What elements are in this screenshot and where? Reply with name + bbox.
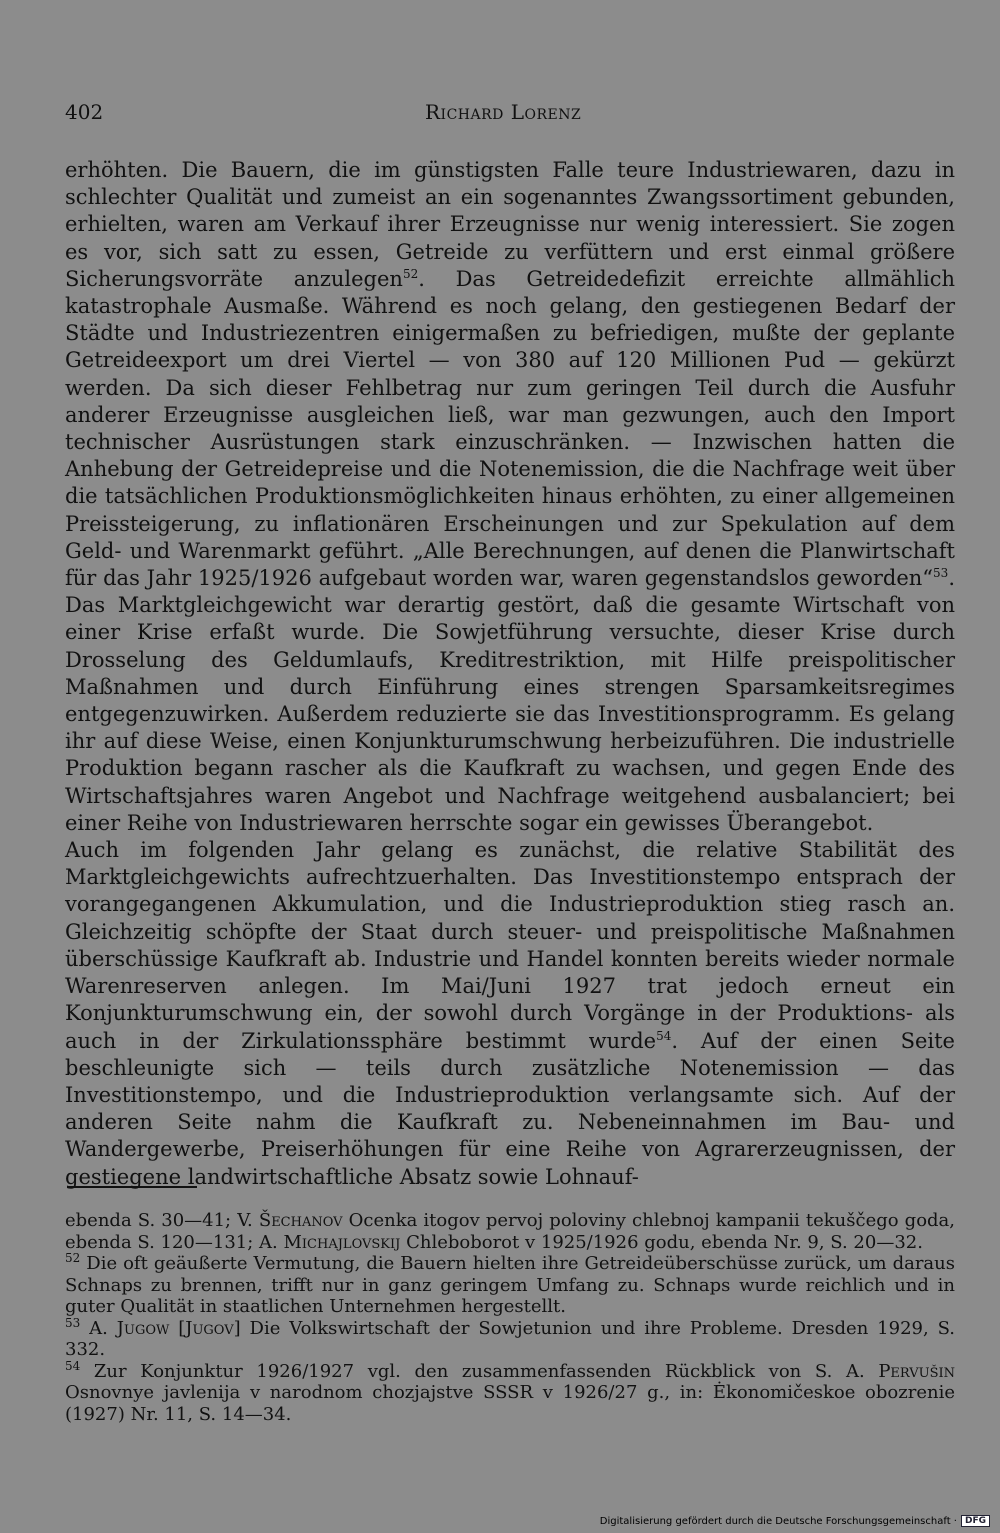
text-run: ] Die Volkswirtschaft der Sowjetunion und ihre Probleme. Dresden 1929, S. 332. [65, 1317, 955, 1360]
dfg-notice-text: Digitalisierung gefördert durch die Deutsche Forschungsgemeinschaft · [599, 1515, 957, 1527]
page-number: 402 [65, 100, 104, 124]
footnote-number: 54 [65, 1358, 81, 1373]
footnote-ref[interactable]: 52 [402, 266, 419, 281]
digitization-notice [600, 1515, 990, 1527]
text-run: Chleboborot v 1925/1926 godu, ebenda Nr. 9, S. 20—32. [400, 1231, 923, 1253]
footnote-continuation [65, 1210, 955, 1253]
paragraph [65, 157, 955, 837]
author-name: Pervušin [878, 1360, 955, 1382]
page-header [65, 100, 955, 134]
author-name: Michajlovskij [283, 1231, 401, 1253]
footnote-ref[interactable]: 53 [933, 566, 949, 581]
text-run: . Auf der einen Seite beschleunigte sich — teils durch zusätzliche Notenemission — das Investitionstempo, und die Industrieproduktion verlangsamte sich. Auf der anderen Seite nahm die Kaufkraft zu. Nebeneinnahmen im Bau- und Wandergewerbe, Preiserhöhungen für eine Reihe von Agrarerzeugnissen, der gestiegene landwirtschaftliche Absatz sowie Lohnauf- [65, 1028, 955, 1189]
footnote-number: 53 [65, 1315, 81, 1330]
footnote-52 [65, 1253, 955, 1318]
footnote-divider [67, 1186, 197, 1188]
dfg-logo: DFG [961, 1515, 990, 1527]
body-text [65, 157, 955, 1191]
author-name: Jugow [116, 1317, 170, 1339]
text-run: Zur Konjunktur 1926/1927 vgl. den zusammenfassenden Rückblick von S. A. [80, 1360, 879, 1382]
running-head: Richard Lorenz [425, 100, 582, 124]
text-run: ebenda S. 30—41; V. [65, 1210, 259, 1231]
text-run: erhöhten. Die Bauern, die im günstigsten Falle teure Industriewaren, dazu in schlechter Qualität und zumeist an ein sogenanntes Zwangssortiment gebunden, erhielten, waren am Verkauf ihrer Erzeugnisse nur wenig interessiert. Sie zogen es vor, sich satt zu essen, Getreide zu verfüttern und erst einmal größere Sicherungsvorräte anzulegen [65, 158, 955, 291]
paragraph [65, 837, 955, 1191]
text-run: . Das Marktgleichgewicht war derartig gestört, daß die gesamte Wirtschaft von einer Krise erfaßt wurde. Die Sowjetführung versuchte, dieser Krise durch Drosselung des Geldumlaufs, Kreditrestriktion, mit Hilfe preispolitischer Maßnahmen und durch Einführung eines strengen Sparsamkeitsregimes entgegenzuwirken. Außerdem reduzierte sie das Investitionsprogramm. Es gelang ihr auf diese Weise, einen Konjunkturumschwung herbeizuführen. Die industrielle Produktion begann rascher als die Kaufkraft zu wachsen, und gegen Ende des Wirtschaftsjahres waren Angebot und Nachfrage weitgehend ausbalanciert; bei einer Reihe von Industriewaren herrschte sogar ein gewisses Überangebot. [65, 566, 955, 835]
author-name: Jugov [185, 1317, 234, 1339]
text-run: Die oft geäußerte Vermutung, die Bauern hielten ihre Getreideüberschüsse zurück, um daraus Schnaps zu brennen, trifft nur in ganz geringem Umfang zu. Schnaps wurde reichlich und in guter Qualität in staatlichen Unternehmen hergestellt. [65, 1253, 955, 1317]
text-run: . Das Getreidedefizit erreichte allmählich katastrophale Ausmaße. Während es noch gelang, den gestiegenen Bedarf der Städte und Industriezentren einigermaßen zu befriedigen, mußte der geplante Getreideexport um drei Viertel — von 380 auf 120 Millionen Pud — gekürzt werden. Da sich dieser Fehlbetrag nur zum geringen Teil durch die Ausfuhr anderer Erzeugnisse ausgleichen ließ, war man gezwungen, auch den Import technischer Ausrüstungen stark einzuschränken. — Inzwischen hatten die Anhebung der Getreidepreise und die Notenemission, die die Nachfrage weit über die tatsächlichen Produktionsmöglichkeiten hinaus erhöhten, zu einer allgemeinen Preissteigerung, zu inflationären Erscheinungen und zur Spekulation auf dem Geld- und Warenmarkt geführt. „Alle Berechnungen, auf denen die Planwirtschaft für das Jahr 1925/1926 aufgebaut worden war, waren gegenstandslos geworden“ [65, 266, 955, 591]
text-run: Auch im folgenden Jahr gelang es zunächst, die relative Stabilität des Marktgleichgewichts aufrechtzuerhalten. Das Investitionstempo entsprach der vorangegangenen Akkumulation, und die Industrieproduktion stieg rasch an. Gleichzeitig schöpfte der Staat durch steuer- und preispolitische Maßnahmen überschüssige Kaufkraft ab. Industrie und Handel konnten bereits wieder normale Warenreserven anlegen. Im Mai/Juni 1927 trat jedoch erneut ein Konjunkturumschwung ein, der sowohl durch Vorgänge in der Produktions- als auch in der Zirkulationssphäre bestimmt wurde [65, 838, 955, 1053]
text-run: Ocenka itogov pervoj poloviny chlebnoj kampanii tekuščego goda, ebenda S. 120—131; A. [65, 1210, 956, 1253]
footnote-ref[interactable]: 54 [656, 1028, 672, 1043]
footnote-number: 52 [65, 1251, 81, 1265]
text-run: [ [169, 1317, 186, 1339]
text-run: Osnovnye javlenija v narodnom chozjajstve SSSR v 1926/27 g., in: Ėkonomičeskoe obozrenie (1927) Nr. 11, S. 14—34. [65, 1382, 955, 1425]
footnotes [65, 1210, 955, 1425]
author-name: Šechanov [258, 1210, 343, 1231]
text-run: A. [80, 1317, 117, 1339]
footnote-54 [65, 1358, 955, 1426]
footnote-53 [65, 1315, 955, 1361]
